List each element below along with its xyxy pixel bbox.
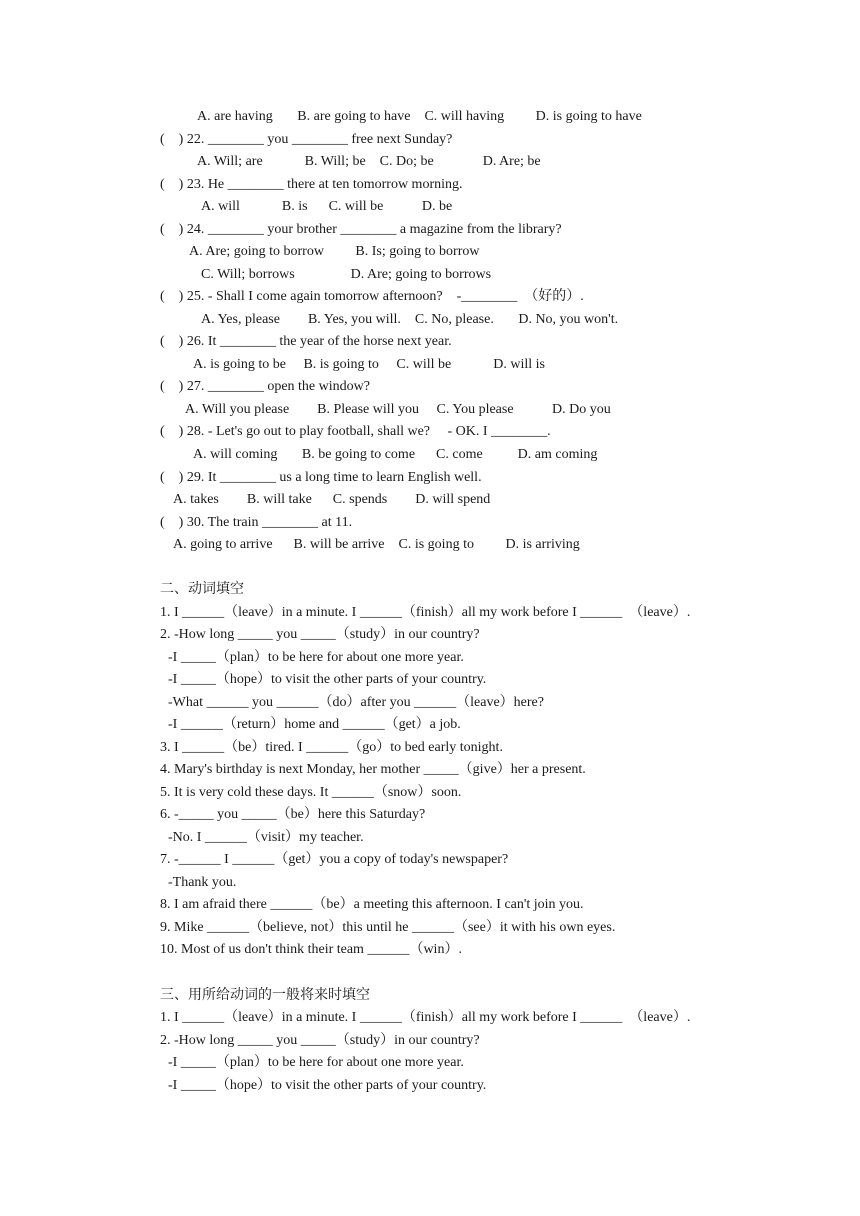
section3-heading: 三、用所给动词的一般将来时填空: [160, 987, 370, 1003]
q26-options: A. is going to be B. is going to C. will be D. will is: [193, 357, 545, 372]
s2-line-15: 9. Mike ______（believe, not）this until he ______（see）it with his own eyes.: [160, 920, 616, 935]
q27-options: A. Will you please B. Please will you C. You please D. Do you: [185, 402, 611, 417]
s3-line-1: 1. I ______（leave）in a minute. I ______（finish）all my work before I ______ （leave）.: [160, 1010, 691, 1025]
q30-options: A. going to arrive B. will be arrive C. is going to D. is arriving: [173, 537, 580, 552]
s2-line-13: -Thank you.: [168, 875, 237, 890]
q28-options: A. will coming B. be going to come C. come D. am coming: [193, 447, 598, 462]
s3-line-2: 2. -How long _____ you _____（study）in our country?: [160, 1033, 480, 1048]
q24-options-2: C. Will; borrows D. Are; going to borrows: [201, 267, 492, 282]
q25-stem: ( ) 25. - Shall I come again tomorrow afternoon? -________ （好的）.: [160, 289, 584, 304]
s3-line-4: -I _____（hope）to visit the other parts of your country.: [168, 1078, 487, 1093]
q30-stem: ( ) 30. The train ________ at 11.: [160, 515, 353, 530]
q27-stem: ( ) 27. ________ open the window?: [160, 379, 370, 394]
q23-options: A. will B. is C. will be D. be: [201, 199, 453, 214]
q24-options-1: A. Are; going to borrow B. Is; going to borrow: [189, 244, 480, 259]
q25-options: A. Yes, please B. Yes, you will. C. No, please. D. No, you won't.: [201, 312, 619, 327]
q22-options: A. Will; are B. Will; be C. Do; be D. Are; be: [197, 154, 541, 169]
s2-line-6: -I ______（return）home and ______（get）a job.: [168, 717, 461, 732]
q29-options: A. takes B. will take C. spends D. will spend: [173, 492, 491, 507]
s2-line-8: 4. Mary's birthday is next Monday, her mother _____（give）her a present.: [160, 762, 586, 777]
q26-stem: ( ) 26. It ________ the year of the horse next year.: [160, 334, 452, 349]
q29-stem: ( ) 29. It ________ us a long time to learn English well.: [160, 470, 482, 485]
q23-stem: ( ) 23. He ________ there at ten tomorrow morning.: [160, 177, 463, 192]
q24-stem: ( ) 24. ________ your brother ________ a magazine from the library?: [160, 222, 562, 237]
s2-line-2: 2. -How long _____ you _____（study）in our country?: [160, 627, 480, 642]
s2-line-12: 7. -______ I ______（get）you a copy of today's newspaper?: [160, 852, 509, 867]
s2-line-11: -No. I ______（visit）my teacher.: [168, 830, 364, 845]
s2-line-14: 8. I am afraid there ______（be）a meeting this afternoon. I can't join you.: [160, 897, 584, 912]
s2-line-5: -What ______ you ______（do）after you ______（leave）here?: [168, 695, 544, 710]
q22-stem: ( ) 22. ________ you ________ free next Sunday?: [160, 132, 453, 147]
s2-line-7: 3. I ______（be）tired. I ______（go）to bed early tonight.: [160, 740, 503, 755]
s2-line-1: 1. I ______（leave）in a minute. I ______（finish）all my work before I ______ （leave）.: [160, 605, 691, 620]
s2-line-9: 5. It is very cold these days. It ______（snow）soon.: [160, 785, 462, 800]
s3-line-3: -I _____（plan）to be here for about one more year.: [168, 1055, 464, 1070]
s2-line-10: 6. -_____ you _____（be）here this Saturday?: [160, 807, 426, 822]
s2-line-3: -I _____（plan）to be here for about one more year.: [168, 650, 464, 665]
q21-options: A. are having B. are going to have C. will having D. is going to have: [197, 109, 642, 124]
section2-heading: 二、动词填空: [160, 581, 244, 597]
q28-stem: ( ) 28. - Let's go out to play football, shall we? - OK. I ________.: [160, 424, 551, 439]
s2-line-4: -I _____（hope）to visit the other parts of your country.: [168, 672, 487, 687]
s2-line-16: 10. Most of us don't think their team ______（win）.: [160, 942, 462, 957]
